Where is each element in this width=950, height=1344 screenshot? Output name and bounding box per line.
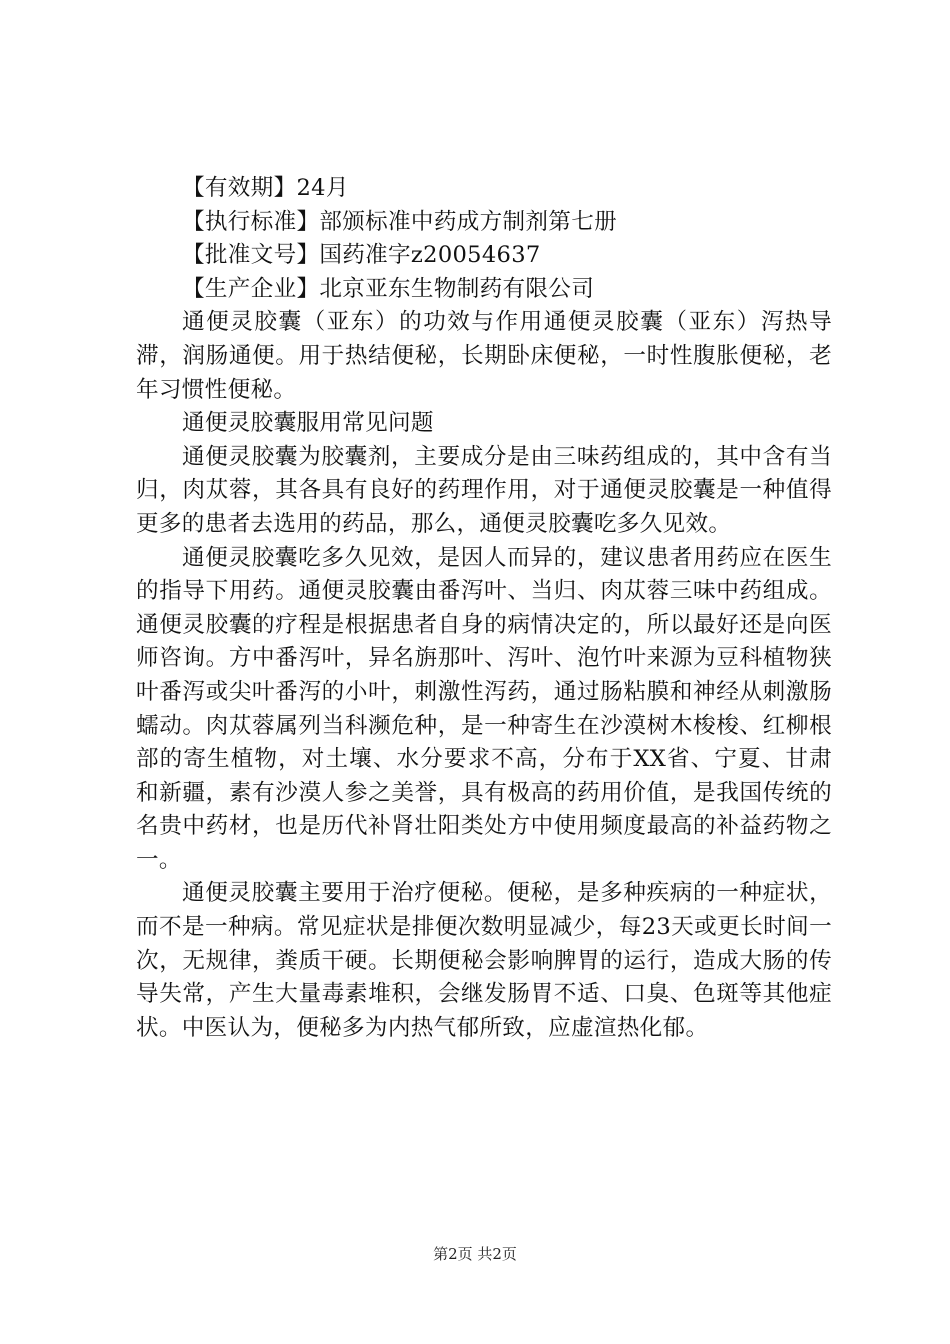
page-footer: 第2页 共2页 (433, 1245, 517, 1263)
paragraph-onset: 通便灵胶囊吃多久见效，是因人而异的，建议患者用药应在医生的指导下用药。通便灵胶囊由番泻叶、当归、肉苁蓉三味中药组成。通便灵胶囊的疗程是根据患者自身的病情决定的，所以最好还是向医师咨询。方中番泻叶，异名旃那叶、泻叶、泡竹叶来源为豆科植物狭叶番泻或尖叶番泻的小叶，刺激性泻药，通过肠粘膜和神经从刺激肠蠕动。肉苁蓉属列当科濒危种，是一种寄生在沙漠树木梭梭、红柳根部的寄生植物，对土壤、水分要求不高，分布于XX省、宁夏、甘肃和新疆，素有沙漠人参之美誉，具有极高的药用价值，是我国传统的名贵中药材，也是历代补肾壮阳类处方中使用频度最高的补益药物之一。 (136, 544, 832, 873)
field-manufacturer: 【生产企业】北京亚东生物制药有限公司 (182, 275, 595, 302)
section-heading-faq: 通便灵胶囊服用常见问题 (182, 410, 434, 437)
paragraph-composition: 通便灵胶囊为胶囊剂，主要成分是由三味药组成的，其中含有当归，肉苁蓉，其各具有良好的药理作用，对于通便灵胶囊是一种值得更多的患者去选用的药品，那么，通便灵胶囊吃多久见效。 (136, 443, 832, 537)
paragraph-efficacy: 通便灵胶囊（亚东）的功效与作用通便灵胶囊（亚东）泻热导滞，润肠通便。用于热结便秘，长期卧床便秘，一时性腹胀便秘，老年习惯性便秘。 (136, 309, 832, 403)
field-approval-number: 【批准文号】国药准字z20054637 (182, 242, 541, 269)
field-standard: 【执行标准】部颁标准中药成方制剂第七册 (182, 208, 617, 235)
paragraph-constipation: 通便灵胶囊主要用于治疗便秘。便秘，是多种疾病的一种症状，而不是一种病。常见症状是排便次数明显减少，每23天或更长时间一次，无规律，粪质干硬。长期便秘会影响脾胃的运行，造成大肠的传导失常，产生大量毒素堆积，会继发肠胃不适、口臭、色斑等其他症状。中医认为，便秘多为内热气郁所致，应虚渲热化郁。 (136, 880, 832, 1041)
document-body (136, 172, 832, 1045)
field-expiry: 【有效期】24月 (182, 175, 349, 201)
